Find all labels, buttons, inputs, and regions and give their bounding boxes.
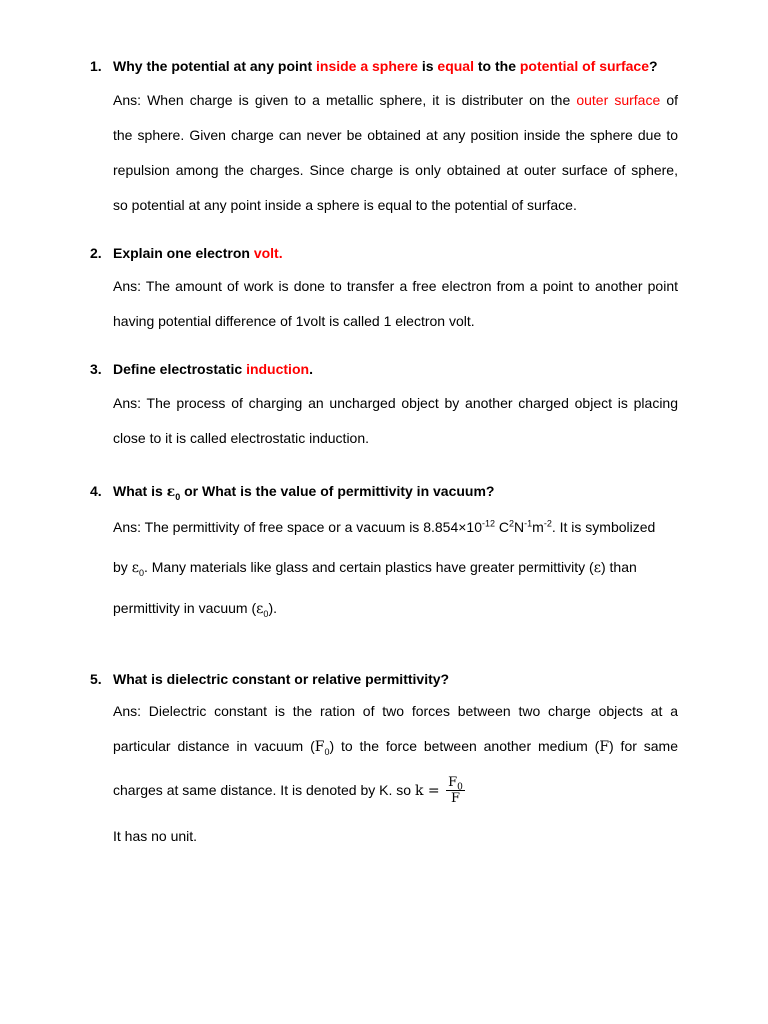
epsilon-symbol: ε bbox=[593, 560, 601, 576]
epsilon-symbol: ε bbox=[166, 484, 176, 500]
answer-2: Ans: The amount of work is done to transfer a free electron from a point to another point having potential difference of 1volt is called 1 electron volt. bbox=[113, 278, 678, 329]
question-2: 2. Explain one electron volt. bbox=[90, 245, 283, 261]
question-number: 3. bbox=[90, 361, 102, 377]
formula-k: k bbox=[414, 783, 424, 799]
answer-3: Ans: The process of charging an uncharged object by another charged object is placing close to it is called electrostatic induction. bbox=[113, 395, 678, 446]
answer-4: Ans: The permittivity of free space or a vacuum is $8.854\times 10^{-12}$ $C^2N^{-1}m^{-2}$. It is symbolized by $\varepsilon_0$. Many materials like glass and certain plastics have greater permittivity (ε) than permittivity in vacuum $(\varepsilon_0)$. bbox=[113, 518, 656, 619]
question-3: 3. Define electrostatic induction. bbox=[90, 361, 313, 377]
epsilon-symbol: ε bbox=[256, 601, 264, 617]
highlight: outer surface bbox=[576, 92, 661, 108]
highlight: induction bbox=[246, 361, 310, 377]
question-5: 5. What is dielectric constant or relative permittivity? bbox=[90, 671, 450, 687]
question-number: 2. bbox=[90, 245, 102, 261]
highlight: potential of surface bbox=[519, 58, 650, 74]
fraction-formula: $\frac{F_0}{F}$ bbox=[448, 775, 463, 807]
question-number: 5. bbox=[90, 671, 102, 687]
question-4: 4. What is $\varepsilon_0$ or What is the value of permittivity in vacuum? bbox=[90, 483, 495, 502]
highlight: inside a sphere bbox=[316, 58, 418, 74]
question-1: 1. Why the potential at any point inside a sphere is equal to the potential of surface? bbox=[90, 58, 658, 74]
answer-1: Ans: When charge is given to a metallic sphere, it is distributer on the outer surface of the sphere. Given charge can never be obtained at any position inside the sphere due to repulsion among the charges. Since charge is only obtained at outer surface of sphere, so potential at any point inside a sphere is equal to the potential of surface. bbox=[113, 92, 678, 213]
highlight: volt. bbox=[253, 245, 283, 261]
epsilon-symbol: ε bbox=[131, 560, 139, 576]
answer-5: Ans: Dielectric constant is the ration of two forces between two charge objects at a particular distance in vacuum $(F_0)$ to the force between another medium (F) for same charges at same distance. It is denoted by K. so k = $\frac{F_0}{F}$ It has no unit. bbox=[113, 703, 678, 844]
question-number: 1. bbox=[90, 58, 102, 74]
question-number: 4. bbox=[90, 483, 102, 499]
highlight: equal bbox=[437, 58, 474, 74]
